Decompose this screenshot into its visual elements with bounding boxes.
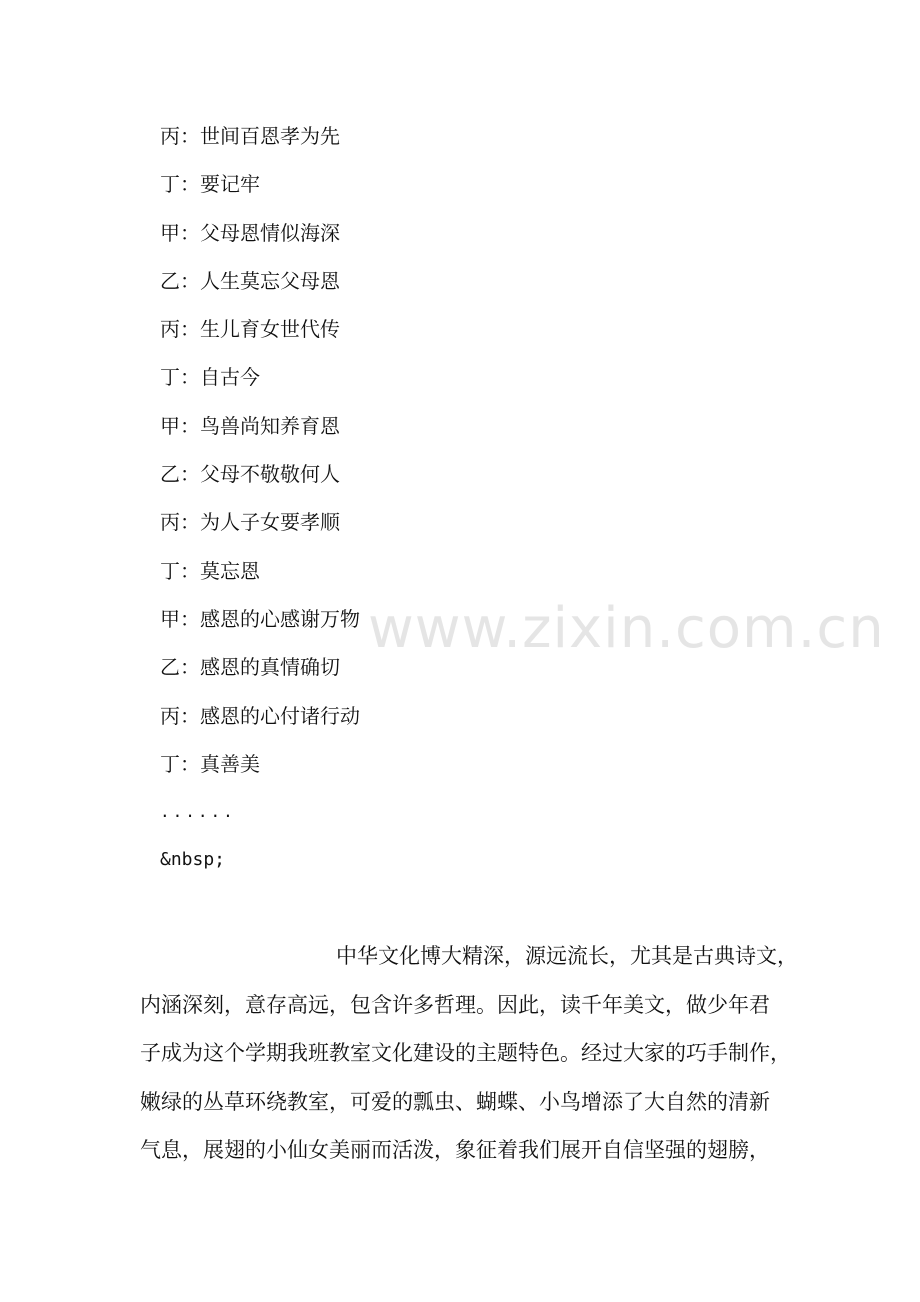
dialogue-line: 丁：莫忘恩 [160, 558, 260, 583]
nbsp-text-line: &nbsp; [160, 849, 226, 871]
dialogue-lines [160, 116, 760, 889]
paragraph-line: 气息，展翅的小仙女美丽而活泼，象征着我们展开自信坚强的翅膀， [140, 1138, 770, 1162]
watermark-text: www.zixin.com.cn [368, 596, 885, 661]
dialogue-line: 乙：人生莫忘父母恩 [160, 268, 340, 293]
dialogue-line: 丙：生儿育女世代传 [160, 317, 340, 342]
paragraph-line: 中华文化博大精深，源远流长，尤其是古典诗文， [336, 944, 798, 968]
dialogue-line: 丙：世间百恩孝为先 [160, 124, 340, 148]
ellipsis-line: ...... [160, 802, 236, 822]
dialogue-line: 丙：感恩的心付诸行动 [160, 703, 360, 728]
dialogue-line: 丁：真善美 [160, 751, 260, 776]
dialogue-line: 甲：鸟兽尚知养育恩 [160, 413, 340, 438]
body-paragraph [140, 932, 800, 1175]
dialogue-line: 甲：感恩的心感谢万物 [160, 606, 360, 631]
paragraph-line: 嫩绿的丛草环绕教室，可爱的瓢虫、蝴蝶、小鸟增添了大自然的清新 [140, 1089, 770, 1114]
dialogue-line: 乙：感恩的真情确切 [160, 655, 340, 680]
paragraph-line: 子成为这个学期我班教室文化建设的主题特色。经过大家的巧手制作， [140, 1041, 791, 1065]
dialogue-line: 丁：自古今 [160, 365, 260, 390]
dialogue-line: 丁：要记牢 [160, 172, 260, 197]
dialogue-line: 丙：为人子女要孝顺 [160, 510, 340, 535]
paragraph-line: 内涵深刻，意存高远，包含许多哲理。因此，读千年美文，做少年君 [140, 992, 770, 1017]
dialogue-line: 乙：父母不敬敬何人 [160, 462, 340, 487]
dialogue-line: 甲：父母恩情似海深 [160, 220, 340, 245]
